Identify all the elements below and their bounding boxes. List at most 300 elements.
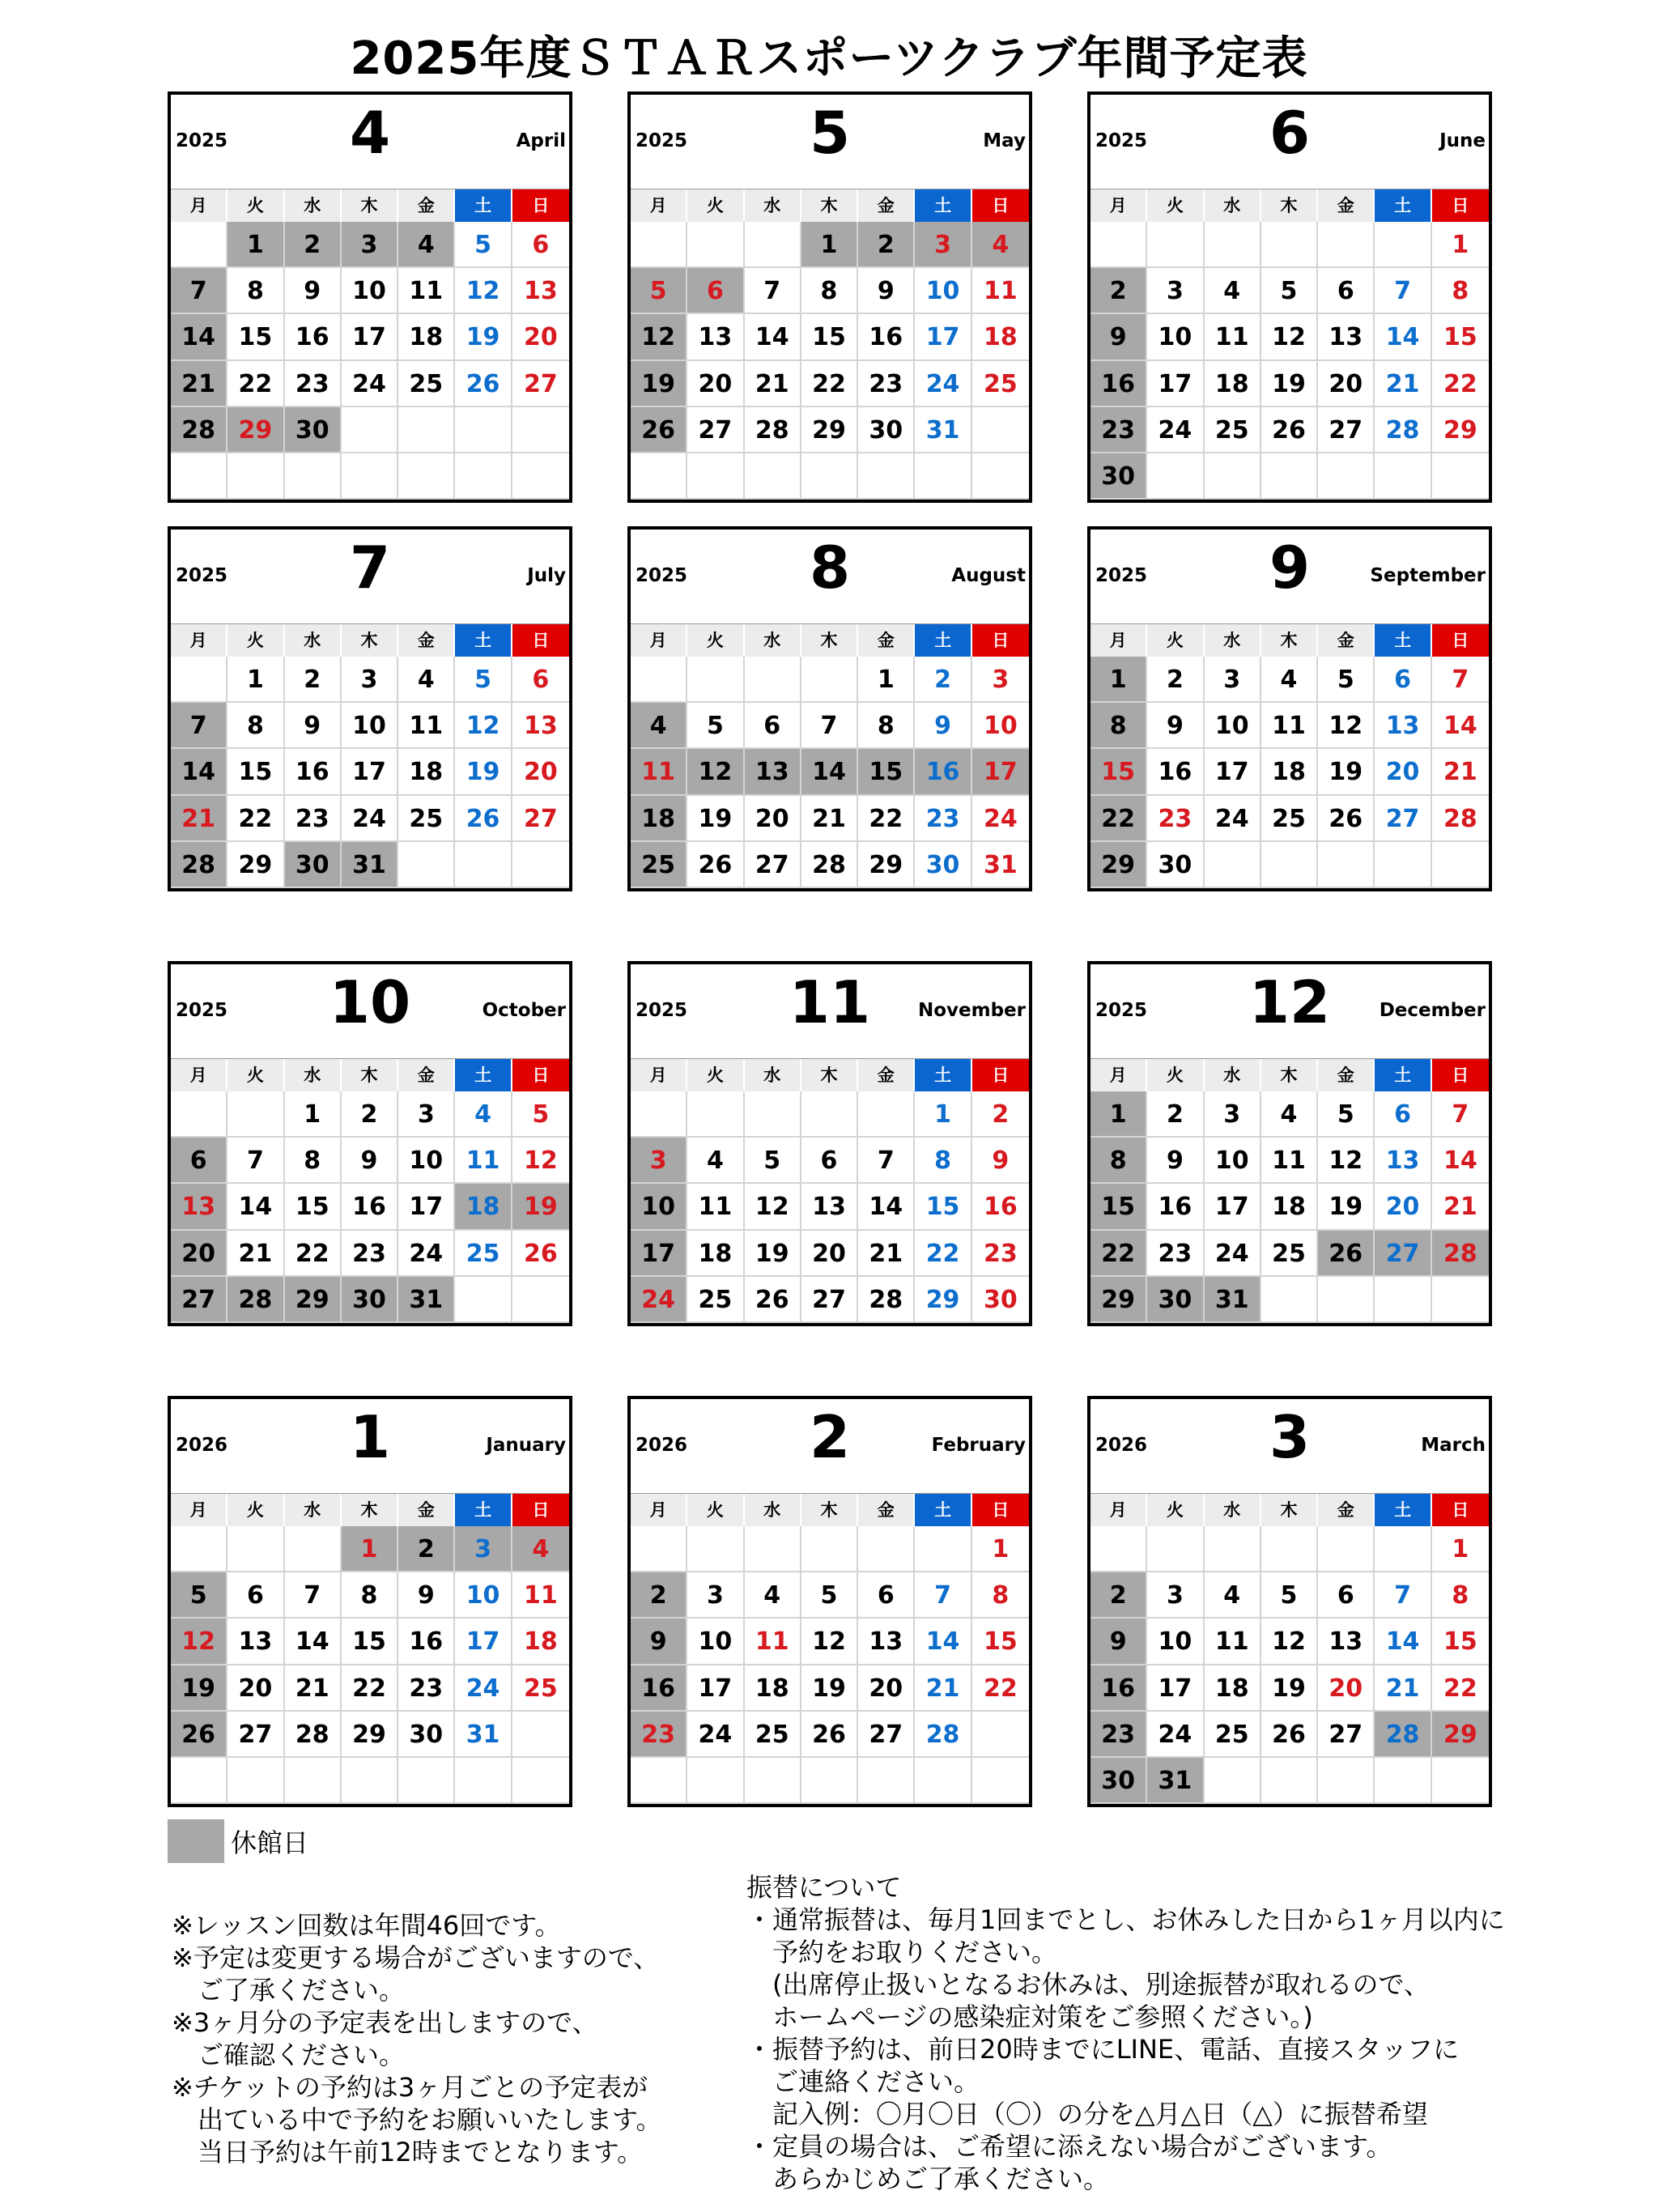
day-cell: 21 bbox=[1375, 1665, 1431, 1712]
note-line: ・振替予約は、前日20時までにLINE、電話、直接スタッフに bbox=[746, 2034, 1460, 2065]
month-year: 2026 bbox=[636, 1435, 688, 1456]
weekday-header: 水 bbox=[1205, 189, 1261, 222]
empty-cell bbox=[227, 1526, 284, 1572]
day-cell: 1 bbox=[1090, 1091, 1147, 1138]
day-cell: 18 bbox=[512, 1619, 569, 1665]
empty-cell bbox=[631, 222, 687, 268]
weekday-header: 金 bbox=[1318, 189, 1375, 222]
day-cell: 10 bbox=[398, 1138, 455, 1184]
day-cell: 24 bbox=[1147, 407, 1204, 453]
day-cell: 4 bbox=[687, 1138, 744, 1184]
day-cell: 1 bbox=[227, 222, 284, 268]
day-cell: 21 bbox=[171, 361, 227, 407]
day-grid bbox=[631, 1493, 1029, 1804]
day-cell: 27 bbox=[171, 1277, 227, 1323]
day-cell: 7 bbox=[1432, 1091, 1489, 1138]
day-cell: 12 bbox=[512, 1138, 569, 1184]
empty-cell bbox=[1090, 1526, 1147, 1572]
empty-cell bbox=[631, 453, 687, 500]
day-cell: 19 bbox=[1318, 749, 1375, 795]
empty-cell bbox=[1318, 1758, 1375, 1804]
day-cell: 29 bbox=[227, 407, 284, 453]
day-cell: 25 bbox=[745, 1712, 801, 1758]
month-number: 5 bbox=[809, 99, 851, 167]
day-cell: 2 bbox=[1090, 1572, 1147, 1619]
empty-cell bbox=[1318, 453, 1375, 500]
day-cell: 18 bbox=[1205, 361, 1261, 407]
empty-cell bbox=[801, 1526, 858, 1572]
day-cell: 20 bbox=[512, 749, 569, 795]
day-cell: 18 bbox=[972, 314, 1029, 360]
day-cell: 4 bbox=[631, 703, 687, 749]
empty-cell bbox=[512, 453, 569, 500]
day-cell: 11 bbox=[745, 1619, 801, 1665]
empty-cell bbox=[1205, 1758, 1261, 1804]
day-cell: 14 bbox=[1432, 703, 1489, 749]
note-line: ※レッスン回数は年間46回です。 bbox=[172, 1910, 561, 1941]
day-cell: 11 bbox=[455, 1138, 512, 1184]
day-cell: 24 bbox=[631, 1277, 687, 1323]
weekday-header: 土 bbox=[455, 189, 512, 222]
empty-cell bbox=[398, 453, 455, 500]
day-cell: 29 bbox=[1432, 407, 1489, 453]
day-cell: 18 bbox=[1261, 1184, 1318, 1230]
day-cell: 3 bbox=[1205, 657, 1261, 703]
note-line: ご了承ください。 bbox=[172, 1975, 406, 2006]
weekday-header: 火 bbox=[1147, 1059, 1204, 1091]
day-cell: 14 bbox=[1432, 1138, 1489, 1184]
day-cell: 20 bbox=[171, 1231, 227, 1277]
empty-cell bbox=[972, 453, 1029, 500]
weekday-header: 金 bbox=[398, 624, 455, 657]
note-line: ホームページの感染症対策をご参照ください。) bbox=[746, 2001, 1313, 2032]
day-cell: 13 bbox=[512, 703, 569, 749]
day-cell: 21 bbox=[915, 1665, 971, 1712]
month-name: July bbox=[527, 565, 566, 586]
day-cell: 16 bbox=[1090, 1665, 1147, 1712]
day-cell: 23 bbox=[285, 361, 342, 407]
weekday-header: 火 bbox=[687, 1494, 744, 1526]
day-cell: 9 bbox=[631, 1619, 687, 1665]
day-cell: 15 bbox=[801, 314, 858, 360]
empty-cell bbox=[745, 1526, 801, 1572]
day-cell: 27 bbox=[227, 1712, 284, 1758]
day-cell: 1 bbox=[342, 1526, 398, 1572]
empty-cell bbox=[745, 222, 801, 268]
day-grid bbox=[631, 623, 1029, 888]
day-cell: 25 bbox=[512, 1665, 569, 1712]
day-cell: 25 bbox=[1205, 407, 1261, 453]
day-cell: 7 bbox=[1375, 1572, 1431, 1619]
day-cell: 19 bbox=[455, 314, 512, 360]
month-header bbox=[631, 964, 1029, 1058]
day-cell: 13 bbox=[858, 1619, 915, 1665]
day-cell: 25 bbox=[631, 842, 687, 888]
empty-cell bbox=[171, 1091, 227, 1138]
note-line: 記入例：〇月〇日（〇）の分を△月△日（△）に振替希望 bbox=[746, 2099, 1428, 2129]
month-year: 2026 bbox=[176, 1435, 228, 1456]
empty-cell bbox=[745, 1091, 801, 1138]
day-cell: 10 bbox=[455, 1572, 512, 1619]
day-cell: 9 bbox=[1147, 703, 1204, 749]
day-cell: 16 bbox=[1090, 361, 1147, 407]
empty-cell bbox=[687, 657, 744, 703]
day-cell: 20 bbox=[1375, 749, 1431, 795]
weekday-header: 水 bbox=[285, 624, 342, 657]
day-cell: 20 bbox=[687, 361, 744, 407]
day-cell: 6 bbox=[1318, 1572, 1375, 1619]
day-cell: 20 bbox=[512, 314, 569, 360]
month-calendar bbox=[168, 91, 572, 503]
weekday-header: 日 bbox=[972, 189, 1029, 222]
day-cell: 2 bbox=[285, 657, 342, 703]
day-cell: 26 bbox=[745, 1277, 801, 1323]
day-cell: 2 bbox=[398, 1526, 455, 1572]
month-calendar bbox=[1087, 961, 1492, 1326]
day-cell: 10 bbox=[1205, 703, 1261, 749]
day-cell: 2 bbox=[1090, 268, 1147, 314]
weekday-header: 日 bbox=[1432, 1494, 1489, 1526]
empty-cell bbox=[512, 407, 569, 453]
day-cell: 29 bbox=[1090, 1277, 1147, 1323]
empty-cell bbox=[1261, 1526, 1318, 1572]
weekday-header: 日 bbox=[972, 624, 1029, 657]
weekday-header: 月 bbox=[631, 1059, 687, 1091]
day-cell: 30 bbox=[972, 1277, 1029, 1323]
day-cell: 16 bbox=[915, 749, 971, 795]
day-cell: 26 bbox=[1261, 1712, 1318, 1758]
weekday-header: 金 bbox=[858, 624, 915, 657]
day-cell: 15 bbox=[915, 1184, 971, 1230]
weekday-header: 日 bbox=[512, 1494, 569, 1526]
day-cell: 17 bbox=[631, 1231, 687, 1277]
day-cell: 30 bbox=[1090, 453, 1147, 500]
day-cell: 28 bbox=[171, 842, 227, 888]
weekday-header: 金 bbox=[858, 1494, 915, 1526]
day-cell: 19 bbox=[512, 1184, 569, 1230]
day-cell: 26 bbox=[171, 1712, 227, 1758]
note-line: 出ている中で予約をお願いいたします。 bbox=[172, 2104, 662, 2135]
empty-cell bbox=[455, 453, 512, 500]
weekday-header: 日 bbox=[1432, 624, 1489, 657]
weekday-header: 日 bbox=[512, 1059, 569, 1091]
day-cell: 22 bbox=[801, 361, 858, 407]
day-cell: 15 bbox=[342, 1619, 398, 1665]
day-cell: 29 bbox=[227, 842, 284, 888]
month-year: 2025 bbox=[176, 1000, 228, 1021]
day-cell: 11 bbox=[1205, 314, 1261, 360]
weekday-header: 火 bbox=[687, 189, 744, 222]
day-cell: 25 bbox=[972, 361, 1029, 407]
notes-right bbox=[746, 1871, 1505, 2195]
day-cell: 11 bbox=[398, 703, 455, 749]
day-cell: 10 bbox=[1147, 1619, 1204, 1665]
day-cell: 3 bbox=[915, 222, 971, 268]
month-calendar bbox=[627, 526, 1032, 891]
day-cell: 19 bbox=[631, 361, 687, 407]
empty-cell bbox=[858, 1526, 915, 1572]
day-cell: 14 bbox=[227, 1184, 284, 1230]
empty-cell bbox=[455, 1277, 512, 1323]
day-cell: 18 bbox=[631, 796, 687, 842]
day-cell: 29 bbox=[915, 1277, 971, 1323]
empty-cell bbox=[1261, 1758, 1318, 1804]
weekday-header: 火 bbox=[227, 189, 284, 222]
day-cell: 12 bbox=[801, 1619, 858, 1665]
day-cell: 1 bbox=[915, 1091, 971, 1138]
day-cell: 8 bbox=[1432, 268, 1489, 314]
day-cell: 27 bbox=[745, 842, 801, 888]
empty-cell bbox=[512, 842, 569, 888]
empty-cell bbox=[398, 407, 455, 453]
weekday-header: 木 bbox=[801, 1494, 858, 1526]
weekday-header: 水 bbox=[285, 189, 342, 222]
day-cell: 30 bbox=[1147, 1277, 1204, 1323]
day-cell: 27 bbox=[512, 796, 569, 842]
day-cell: 9 bbox=[972, 1138, 1029, 1184]
empty-cell bbox=[1205, 453, 1261, 500]
day-cell: 12 bbox=[1261, 1619, 1318, 1665]
day-cell: 22 bbox=[915, 1231, 971, 1277]
day-cell: 12 bbox=[455, 268, 512, 314]
day-cell: 28 bbox=[915, 1712, 971, 1758]
day-cell: 20 bbox=[801, 1231, 858, 1277]
day-cell: 3 bbox=[342, 657, 398, 703]
day-cell: 5 bbox=[171, 1572, 227, 1619]
day-cell: 30 bbox=[342, 1277, 398, 1323]
day-cell: 8 bbox=[1090, 703, 1147, 749]
day-cell: 17 bbox=[398, 1184, 455, 1230]
empty-cell bbox=[398, 842, 455, 888]
weekday-header: 土 bbox=[1375, 189, 1431, 222]
day-cell: 20 bbox=[1318, 1665, 1375, 1712]
empty-cell bbox=[1318, 222, 1375, 268]
day-cell: 3 bbox=[972, 657, 1029, 703]
day-cell: 5 bbox=[455, 222, 512, 268]
day-cell: 10 bbox=[687, 1619, 744, 1665]
day-cell: 13 bbox=[1375, 1138, 1431, 1184]
day-cell: 30 bbox=[285, 842, 342, 888]
day-cell: 21 bbox=[227, 1231, 284, 1277]
day-cell: 24 bbox=[1205, 1231, 1261, 1277]
day-cell: 8 bbox=[227, 268, 284, 314]
day-cell: 19 bbox=[745, 1231, 801, 1277]
day-cell: 17 bbox=[915, 314, 971, 360]
empty-cell bbox=[455, 1758, 512, 1804]
day-cell: 14 bbox=[171, 314, 227, 360]
day-cell: 17 bbox=[1147, 1665, 1204, 1712]
day-cell: 17 bbox=[455, 1619, 512, 1665]
empty-cell bbox=[858, 453, 915, 500]
day-cell: 24 bbox=[1147, 1712, 1204, 1758]
day-cell: 22 bbox=[1090, 1231, 1147, 1277]
weekday-header: 水 bbox=[745, 1494, 801, 1526]
day-cell: 3 bbox=[398, 1091, 455, 1138]
day-cell: 9 bbox=[285, 703, 342, 749]
day-cell: 20 bbox=[1375, 1184, 1431, 1230]
month-name: September bbox=[1370, 565, 1486, 586]
month-number: 6 bbox=[1269, 99, 1311, 167]
day-cell: 27 bbox=[512, 361, 569, 407]
month-year: 2025 bbox=[1095, 130, 1148, 151]
day-cell: 21 bbox=[1375, 361, 1431, 407]
day-cell: 11 bbox=[1261, 703, 1318, 749]
month-number: 10 bbox=[329, 968, 411, 1036]
weekday-header: 土 bbox=[1375, 1494, 1431, 1526]
day-cell: 30 bbox=[915, 842, 971, 888]
empty-cell bbox=[1432, 842, 1489, 888]
empty-cell bbox=[1375, 842, 1431, 888]
day-cell: 25 bbox=[1205, 1712, 1261, 1758]
day-cell: 19 bbox=[1261, 1665, 1318, 1712]
day-cell: 23 bbox=[285, 796, 342, 842]
day-cell: 13 bbox=[1375, 703, 1431, 749]
day-cell: 13 bbox=[227, 1619, 284, 1665]
month-name: October bbox=[482, 1000, 566, 1021]
weekday-header: 土 bbox=[1375, 1059, 1431, 1091]
month-header bbox=[171, 1399, 569, 1493]
month-header bbox=[631, 530, 1029, 623]
day-cell: 29 bbox=[1432, 1712, 1489, 1758]
day-cell: 6 bbox=[1375, 657, 1431, 703]
weekday-header: 火 bbox=[687, 624, 744, 657]
day-cell: 6 bbox=[512, 222, 569, 268]
empty-cell bbox=[512, 1758, 569, 1804]
month-header bbox=[1090, 964, 1489, 1058]
day-cell: 11 bbox=[972, 268, 1029, 314]
month-number: 3 bbox=[1269, 1403, 1311, 1471]
day-cell: 19 bbox=[687, 796, 744, 842]
note-line: ご確認ください。 bbox=[172, 2040, 406, 2070]
month-calendar bbox=[168, 526, 572, 891]
day-cell: 4 bbox=[512, 1526, 569, 1572]
weekday-header: 火 bbox=[227, 1494, 284, 1526]
weekday-header: 日 bbox=[1432, 189, 1489, 222]
day-cell: 26 bbox=[1318, 796, 1375, 842]
day-cell: 28 bbox=[745, 407, 801, 453]
month-year: 2025 bbox=[636, 565, 688, 586]
day-cell: 5 bbox=[1318, 1091, 1375, 1138]
weekday-header: 木 bbox=[1261, 1059, 1318, 1091]
day-cell: 22 bbox=[227, 361, 284, 407]
weekday-header: 日 bbox=[972, 1494, 1029, 1526]
weekday-header: 土 bbox=[455, 1494, 512, 1526]
day-cell: 16 bbox=[398, 1619, 455, 1665]
empty-cell bbox=[972, 1758, 1029, 1804]
day-cell: 10 bbox=[342, 703, 398, 749]
day-cell: 17 bbox=[342, 314, 398, 360]
weekday-header: 木 bbox=[801, 624, 858, 657]
day-cell: 16 bbox=[1147, 1184, 1204, 1230]
day-cell: 14 bbox=[801, 749, 858, 795]
month-number: 8 bbox=[809, 534, 851, 602]
weekday-header: 木 bbox=[1261, 1494, 1318, 1526]
month-year: 2025 bbox=[176, 565, 228, 586]
day-cell: 26 bbox=[631, 407, 687, 453]
day-cell: 8 bbox=[972, 1572, 1029, 1619]
month-name: May bbox=[983, 130, 1026, 151]
weekday-header: 水 bbox=[745, 189, 801, 222]
day-cell: 22 bbox=[227, 796, 284, 842]
day-cell: 10 bbox=[972, 703, 1029, 749]
day-cell: 20 bbox=[858, 1665, 915, 1712]
day-cell: 5 bbox=[631, 268, 687, 314]
empty-cell bbox=[342, 1758, 398, 1804]
weekday-header: 木 bbox=[342, 189, 398, 222]
day-cell: 28 bbox=[1375, 1712, 1431, 1758]
empty-cell bbox=[1375, 1526, 1431, 1572]
month-calendar bbox=[168, 1396, 572, 1807]
empty-cell bbox=[1318, 1277, 1375, 1323]
day-grid bbox=[1090, 623, 1489, 888]
day-cell: 1 bbox=[972, 1526, 1029, 1572]
day-cell: 19 bbox=[455, 749, 512, 795]
day-cell: 20 bbox=[227, 1665, 284, 1712]
weekday-header: 月 bbox=[631, 189, 687, 222]
day-cell: 20 bbox=[745, 796, 801, 842]
weekday-header: 木 bbox=[1261, 624, 1318, 657]
weekday-header: 月 bbox=[1090, 624, 1147, 657]
empty-cell bbox=[342, 407, 398, 453]
day-cell: 8 bbox=[1432, 1572, 1489, 1619]
day-cell: 8 bbox=[342, 1572, 398, 1619]
empty-cell bbox=[171, 657, 227, 703]
day-cell: 15 bbox=[1090, 1184, 1147, 1230]
day-cell: 25 bbox=[687, 1277, 744, 1323]
day-cell: 5 bbox=[512, 1091, 569, 1138]
month-year: 2025 bbox=[1095, 565, 1148, 586]
note-line: ※3ヶ月分の予定表を出しますので、 bbox=[172, 2007, 598, 2038]
weekday-header: 土 bbox=[455, 624, 512, 657]
day-cell: 4 bbox=[1261, 657, 1318, 703]
weekday-header: 水 bbox=[745, 1059, 801, 1091]
day-cell: 9 bbox=[1090, 314, 1147, 360]
day-cell: 12 bbox=[171, 1619, 227, 1665]
day-cell: 28 bbox=[1375, 407, 1431, 453]
day-cell: 24 bbox=[398, 1231, 455, 1277]
weekday-header: 金 bbox=[858, 1059, 915, 1091]
empty-cell bbox=[398, 1758, 455, 1804]
month-header bbox=[631, 1399, 1029, 1493]
day-cell: 25 bbox=[398, 361, 455, 407]
weekday-header: 金 bbox=[398, 1494, 455, 1526]
day-cell: 16 bbox=[972, 1184, 1029, 1230]
empty-cell bbox=[1261, 1277, 1318, 1323]
day-cell: 13 bbox=[745, 749, 801, 795]
day-cell: 9 bbox=[1090, 1619, 1147, 1665]
day-cell: 26 bbox=[801, 1712, 858, 1758]
day-cell: 17 bbox=[972, 749, 1029, 795]
day-cell: 27 bbox=[801, 1277, 858, 1323]
weekday-header: 金 bbox=[398, 189, 455, 222]
empty-cell bbox=[1205, 1526, 1261, 1572]
day-cell: 7 bbox=[171, 703, 227, 749]
day-cell: 14 bbox=[1375, 1619, 1431, 1665]
day-cell: 7 bbox=[1375, 268, 1431, 314]
day-cell: 19 bbox=[801, 1665, 858, 1712]
weekday-header: 金 bbox=[1318, 624, 1375, 657]
day-cell: 9 bbox=[398, 1572, 455, 1619]
month-calendar bbox=[627, 1396, 1032, 1807]
month-year: 2026 bbox=[1095, 1435, 1148, 1456]
empty-cell bbox=[171, 222, 227, 268]
day-cell: 4 bbox=[1205, 268, 1261, 314]
empty-cell bbox=[801, 1758, 858, 1804]
weekday-header: 月 bbox=[1090, 1494, 1147, 1526]
day-cell: 25 bbox=[398, 796, 455, 842]
empty-cell bbox=[512, 1712, 569, 1758]
day-cell: 16 bbox=[285, 749, 342, 795]
